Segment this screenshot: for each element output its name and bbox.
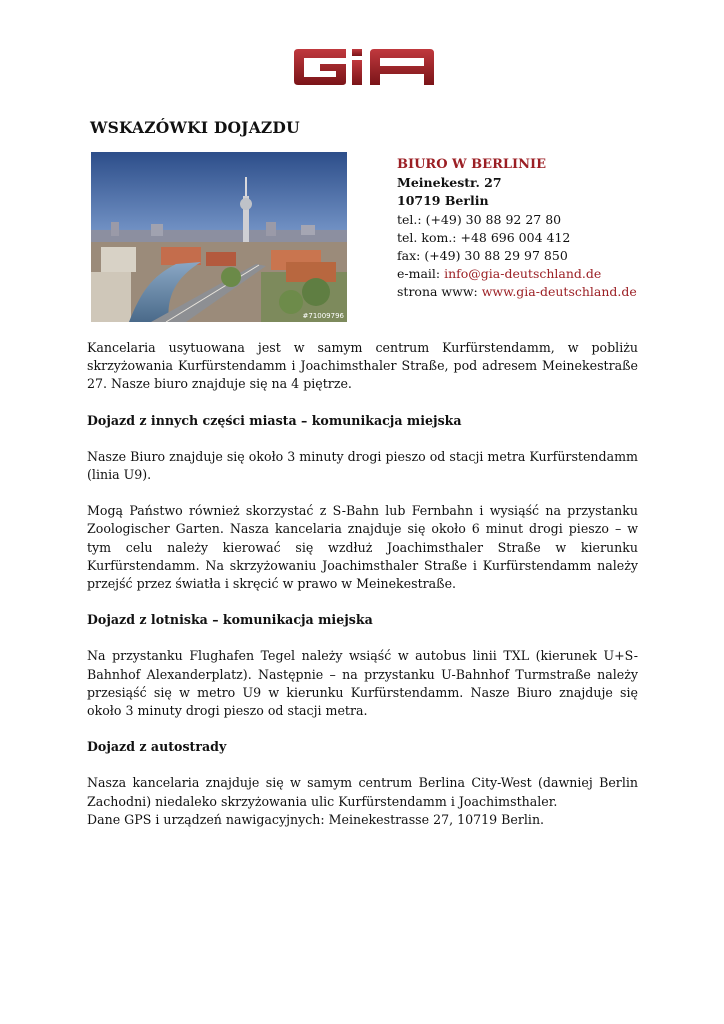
office-city: 10719 Berlin [397, 193, 489, 209]
www-link[interactable]: www.gia-deutschland.de [481, 284, 637, 300]
office-www-row [397, 283, 637, 301]
document-body [87, 339, 638, 829]
intro-paragraph: Kancelaria usytuowana jest w samym centrum Kurfürstendamm, w pobliżu skrzyżowania Kurfürstendamm i Joachimsthaler Straße, pod adresem Meinekestraße 27. Nasze biuro znajduje się na 4 piętrze. [87, 340, 638, 392]
section-city-paragraph-1: Nasze Biuro znajduje się około 3 minuty drogi pieszo od stacji metra Kurfürstendamm (linia U9). [87, 448, 638, 483]
office-email-row [397, 265, 637, 283]
office-street: Meinekestr. 27 [397, 175, 502, 191]
section-city-heading: Dojazd z innych części miasta – komunikacja miejska [87, 412, 462, 428]
section-city-paragraph-2: Mogą Państwo również skorzystać z S-Bahn lub Fernbahn i wysiąść na przystanku Zoologischer Garten. Nasza kancelaria znajduje się około 6 minut drogi pieszo – w tym celu należy kierować się wzdłuż Joachimsthaler Straße w kierunku Kurfürstendamm. Na skrzyżowaniu Joachimsthaler Straße i Kurfürstendamm należy przejść przez światła i skręcić w prawo w Meinekestraße. [87, 503, 638, 592]
office-tel: tel.: (+49) 30 88 92 27 80 [397, 211, 562, 227]
email-label: e-mail: [397, 266, 445, 282]
gia-logo [292, 47, 436, 87]
photo-watermark: #71009796 [302, 312, 344, 320]
section-airport-heading: Dojazd z lotniska – komunikacja miejska [87, 612, 373, 628]
page-title: WSKAZÓWKI DOJAZDU [90, 118, 300, 137]
section-highway-paragraph-1: Nasza kancelaria znajduje się w samym centrum Berlina City-West (dawniej Berlin Zachodni) niedaleko skrzyżowania ulic Kurfürstendamm i Joachimsthaler. [87, 775, 638, 809]
section-highway-heading: Dojazd z autostrady [87, 739, 227, 755]
www-label: strona www: [397, 284, 482, 300]
email-link[interactable]: info@gia-deutschland.de [444, 266, 602, 282]
office-heading: BIURO W BERLINIE [397, 157, 546, 172]
office-fax: fax: (+49) 30 88 29 97 850 [397, 248, 568, 264]
section-airport-paragraph: Na przystanku Flughafen Tegel należy wsiąść w autobus linii TXL (kierunek U+S-Bahnhof Alexanderplatz). Następnie – na przystanku U-Bahnhof Turmstraße należy przesiąść się w metro U9 w kierunku Kurfürstendamm. Nasze Biuro znajduje się około 3 minuty drogi pieszo od stacji metra. [87, 648, 638, 719]
berlin-photo [91, 152, 347, 322]
office-contact [397, 156, 637, 302]
office-mobile: tel. kom.: +48 696 004 412 [397, 229, 571, 245]
section-highway-paragraph-2: Dane GPS i urządzeń nawigacyjnych: Meinekestrasse 27, 10719 Berlin. [87, 811, 545, 827]
